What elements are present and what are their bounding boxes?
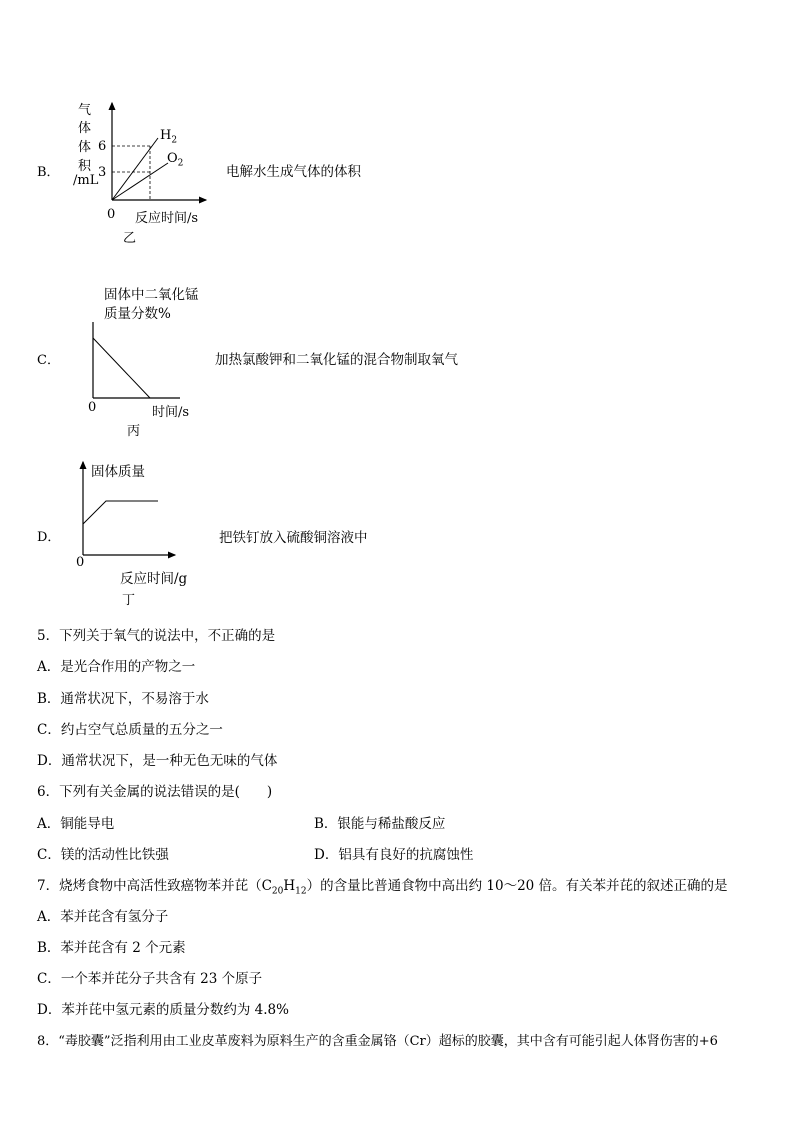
question-6-option-c: C．镁的活动性比铁强 xyxy=(37,847,169,863)
graph-b-tick-3: 3 xyxy=(98,165,107,180)
question-7-option-c: C．一个苯并芘分子共含有 23 个原子 xyxy=(37,971,263,987)
graph-c-description: 加热氯酸钾和二氧化锰的混合物制取氧气 xyxy=(215,352,458,368)
graph-d-caption: 丁 xyxy=(122,593,136,608)
question-7-stem: 7．烧烤食物中高活性致癌物苯并芘$(C_{20}H_{12})$的含量比普通食物中高出约 10～20 倍。有关苯并芘的叙述正确的是 xyxy=(37,878,728,897)
graph-b-origin: 0 xyxy=(107,207,116,222)
question-5-option-b: B．通常状况下，不易溶于水 xyxy=(37,691,209,707)
graph-d-xlabel: 反应时间/g xyxy=(120,571,188,587)
graph-c-ylabel-line1: 固体中二氧化锰 xyxy=(104,287,199,303)
question-8-stem: 8．“毒胶囊”泛指利用由工业皮革废料为原料生产的含重金属铬（Cr）超标的胶囊，其中含有可能引起人体肾伤害的+6 xyxy=(37,1034,718,1049)
graph-b-ylabel-2: 体 xyxy=(78,121,92,136)
graph-b-tick-6: 6 xyxy=(98,139,107,154)
option-b-letter: B． xyxy=(37,165,60,180)
question-5-option-a: A．是光合作用的产物之一 xyxy=(37,659,196,675)
question-5-option-d: D．通常状况下，是一种无色无味的气体 xyxy=(37,753,278,769)
question-6-option-b: B．银能与稀盐酸反应 xyxy=(314,816,446,832)
option-c-letter: C． xyxy=(37,353,60,368)
graph-b-caption: 乙 xyxy=(123,231,137,246)
graph-b-label-h2: $H_2$ xyxy=(160,128,178,146)
question-7-option-b: B．苯并芘含有 2 个元素 xyxy=(37,940,186,956)
graph-b-ylabel-3: 体 xyxy=(78,140,92,155)
graph-b-xlabel: 反应时间/s xyxy=(135,211,199,226)
question-7-option-a: A．苯并芘含有氢分子 xyxy=(37,909,169,925)
graph-c-caption: 丙 xyxy=(127,424,141,439)
graph-b-ylabel-4: 积 xyxy=(78,159,92,174)
option-d-letter: D． xyxy=(37,530,61,545)
question-5-option-c: C．约占空气总质量的五分之一 xyxy=(37,722,223,738)
question-7-option-d: D．苯并芘中氢元素的质量分数约为 4.8% xyxy=(37,1002,289,1018)
graph-c-origin: 0 xyxy=(88,400,97,415)
graph-d-curve xyxy=(83,501,158,524)
graph-d-description: 把铁钉放入硫酸铜溶液中 xyxy=(219,530,368,546)
question-6-option-a: A．铜能导电 xyxy=(37,816,115,832)
question-6-option-d: D．铝具有良好的抗腐蚀性 xyxy=(314,847,474,863)
question-5-stem: 5．下列关于氧气的说法中，不正确的是 xyxy=(37,628,276,644)
graph-d-ylabel: 固体质量 xyxy=(91,464,145,480)
question-6-stem: 6．下列有关金属的说法错误的是( ) xyxy=(37,784,273,800)
graph-d-origin: 0 xyxy=(76,555,85,570)
graph-b-description: 电解水生成气体的体积 xyxy=(226,164,361,180)
graph-c-xlabel: 时间/s xyxy=(152,405,190,420)
graph-b-label-o2: $O_2$ xyxy=(167,151,184,169)
graph-c-ylabel-line2: 质量分数% xyxy=(104,306,171,322)
graph-b-ylabel-1: 气 xyxy=(78,103,92,118)
graph-b-yunit: /mL xyxy=(73,173,99,188)
